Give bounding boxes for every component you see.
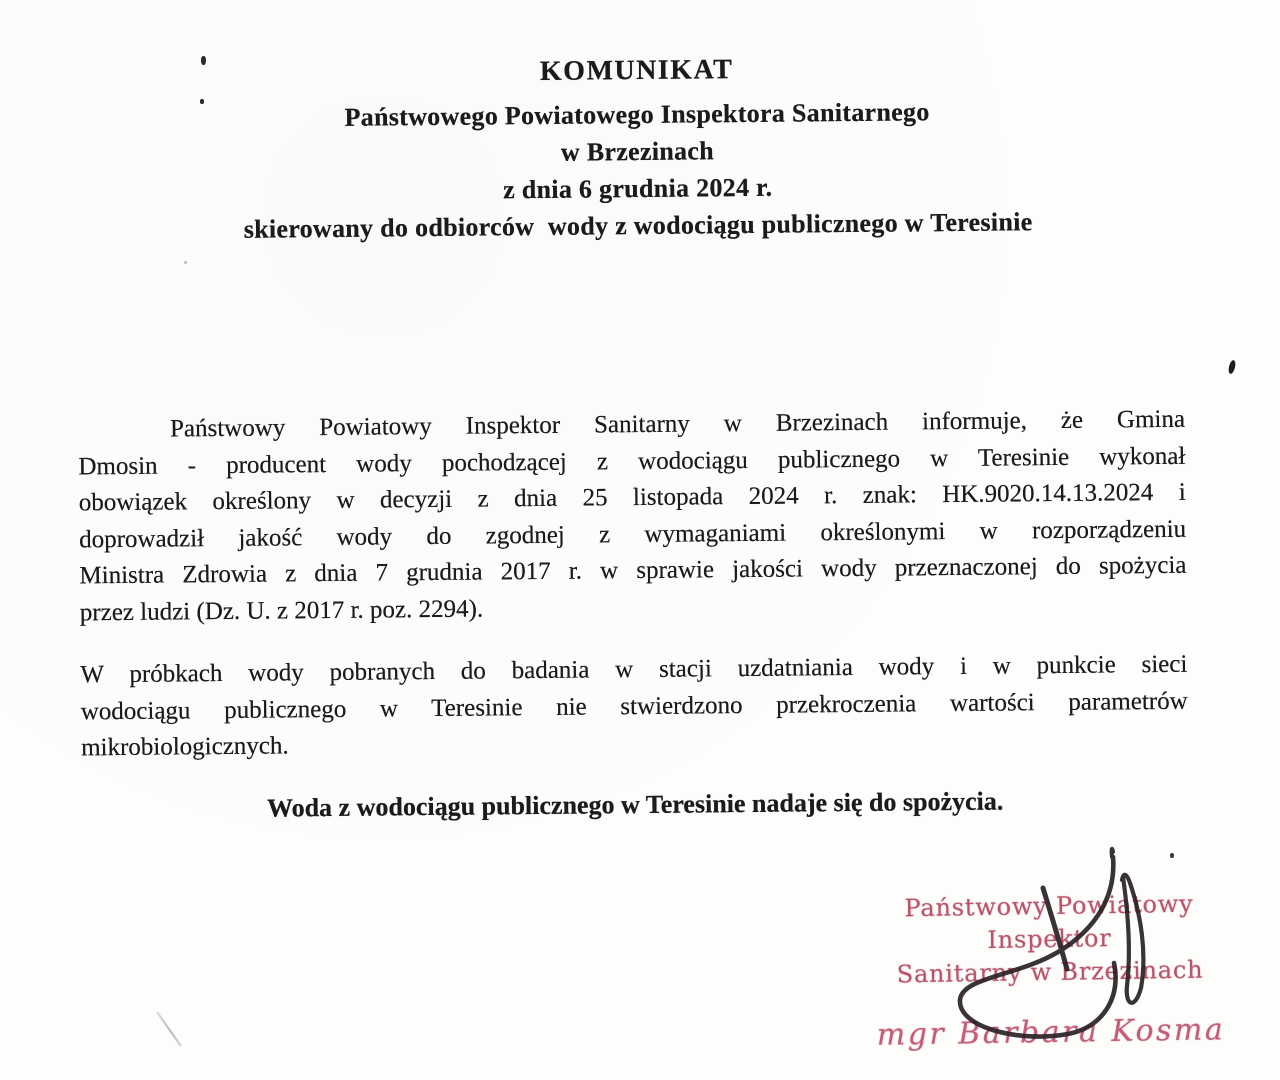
scan-speck xyxy=(184,261,187,264)
paragraph-samples xyxy=(80,647,1188,767)
header-city-line: w Brzezinach xyxy=(560,136,715,167)
document-body xyxy=(0,401,1280,829)
body-line: przez ludzi (Dz. U. z 2017 r. poz. 2294). xyxy=(79,595,484,626)
body-line: obowiązek określony w decyzji z dnia 25 listopada 2024 r. znak: HK.9020.14.13.2024 i xyxy=(78,478,1186,517)
scan-speck xyxy=(201,56,206,65)
body-line: Dmosin - producent wody pochodzącej z wodociągu publicznego w Teresinie wykonał xyxy=(78,442,1186,480)
header-addressee-line: skierowany do odbiorców wody z wodociągu publicznego w Teresinie xyxy=(243,207,1033,244)
conclusion-statement: Woda z wodociągu publicznego w Teresinie nadaje się do spożycia. xyxy=(266,786,1004,823)
header-date-line: z dnia 6 grudnia 2024 r. xyxy=(503,172,773,205)
scan-speck xyxy=(1170,853,1174,858)
body-line: Ministra Zdrowia z dnia 7 grudnia 2017 r. w sprawie jakości wody przeznaczonej do spożycia xyxy=(79,551,1187,590)
header-issuer-line: Państwowego Powiatowego Inspektora Sanitarnego xyxy=(344,97,930,132)
stamp-signer-name: mgr Barbara Kosma xyxy=(876,1012,1226,1053)
stamp-location-line: Sanitarny w Brzezinach xyxy=(896,955,1204,989)
stamp-title-line: Państwowy Powiatowy Inspektor xyxy=(904,889,1194,954)
handwritten-signature xyxy=(930,840,1160,1052)
body-line: mikrobiologicznych. xyxy=(80,732,289,762)
body-line: doprowadził jakość wody do zgodnej z wymaganiami określonymi w rozporządzeniu xyxy=(78,515,1187,553)
scan-speck xyxy=(200,99,204,104)
body-line: wodociągu publicznego w Teresinie nie stwierdzono przekroczenia wartości parametrów xyxy=(80,687,1188,725)
document-title: KOMUNIKAT xyxy=(539,54,734,87)
body-line: Państwowy Powiatowy Inspektor Sanitarny w Brzezinach informuje, że Gmina xyxy=(169,405,1186,443)
document-header xyxy=(0,0,1278,250)
paragraph-decision xyxy=(78,402,1187,632)
body-line: W próbkach wody pobranych do badania w stacji uzdatniania wody i w punkcie sieci xyxy=(80,650,1188,689)
